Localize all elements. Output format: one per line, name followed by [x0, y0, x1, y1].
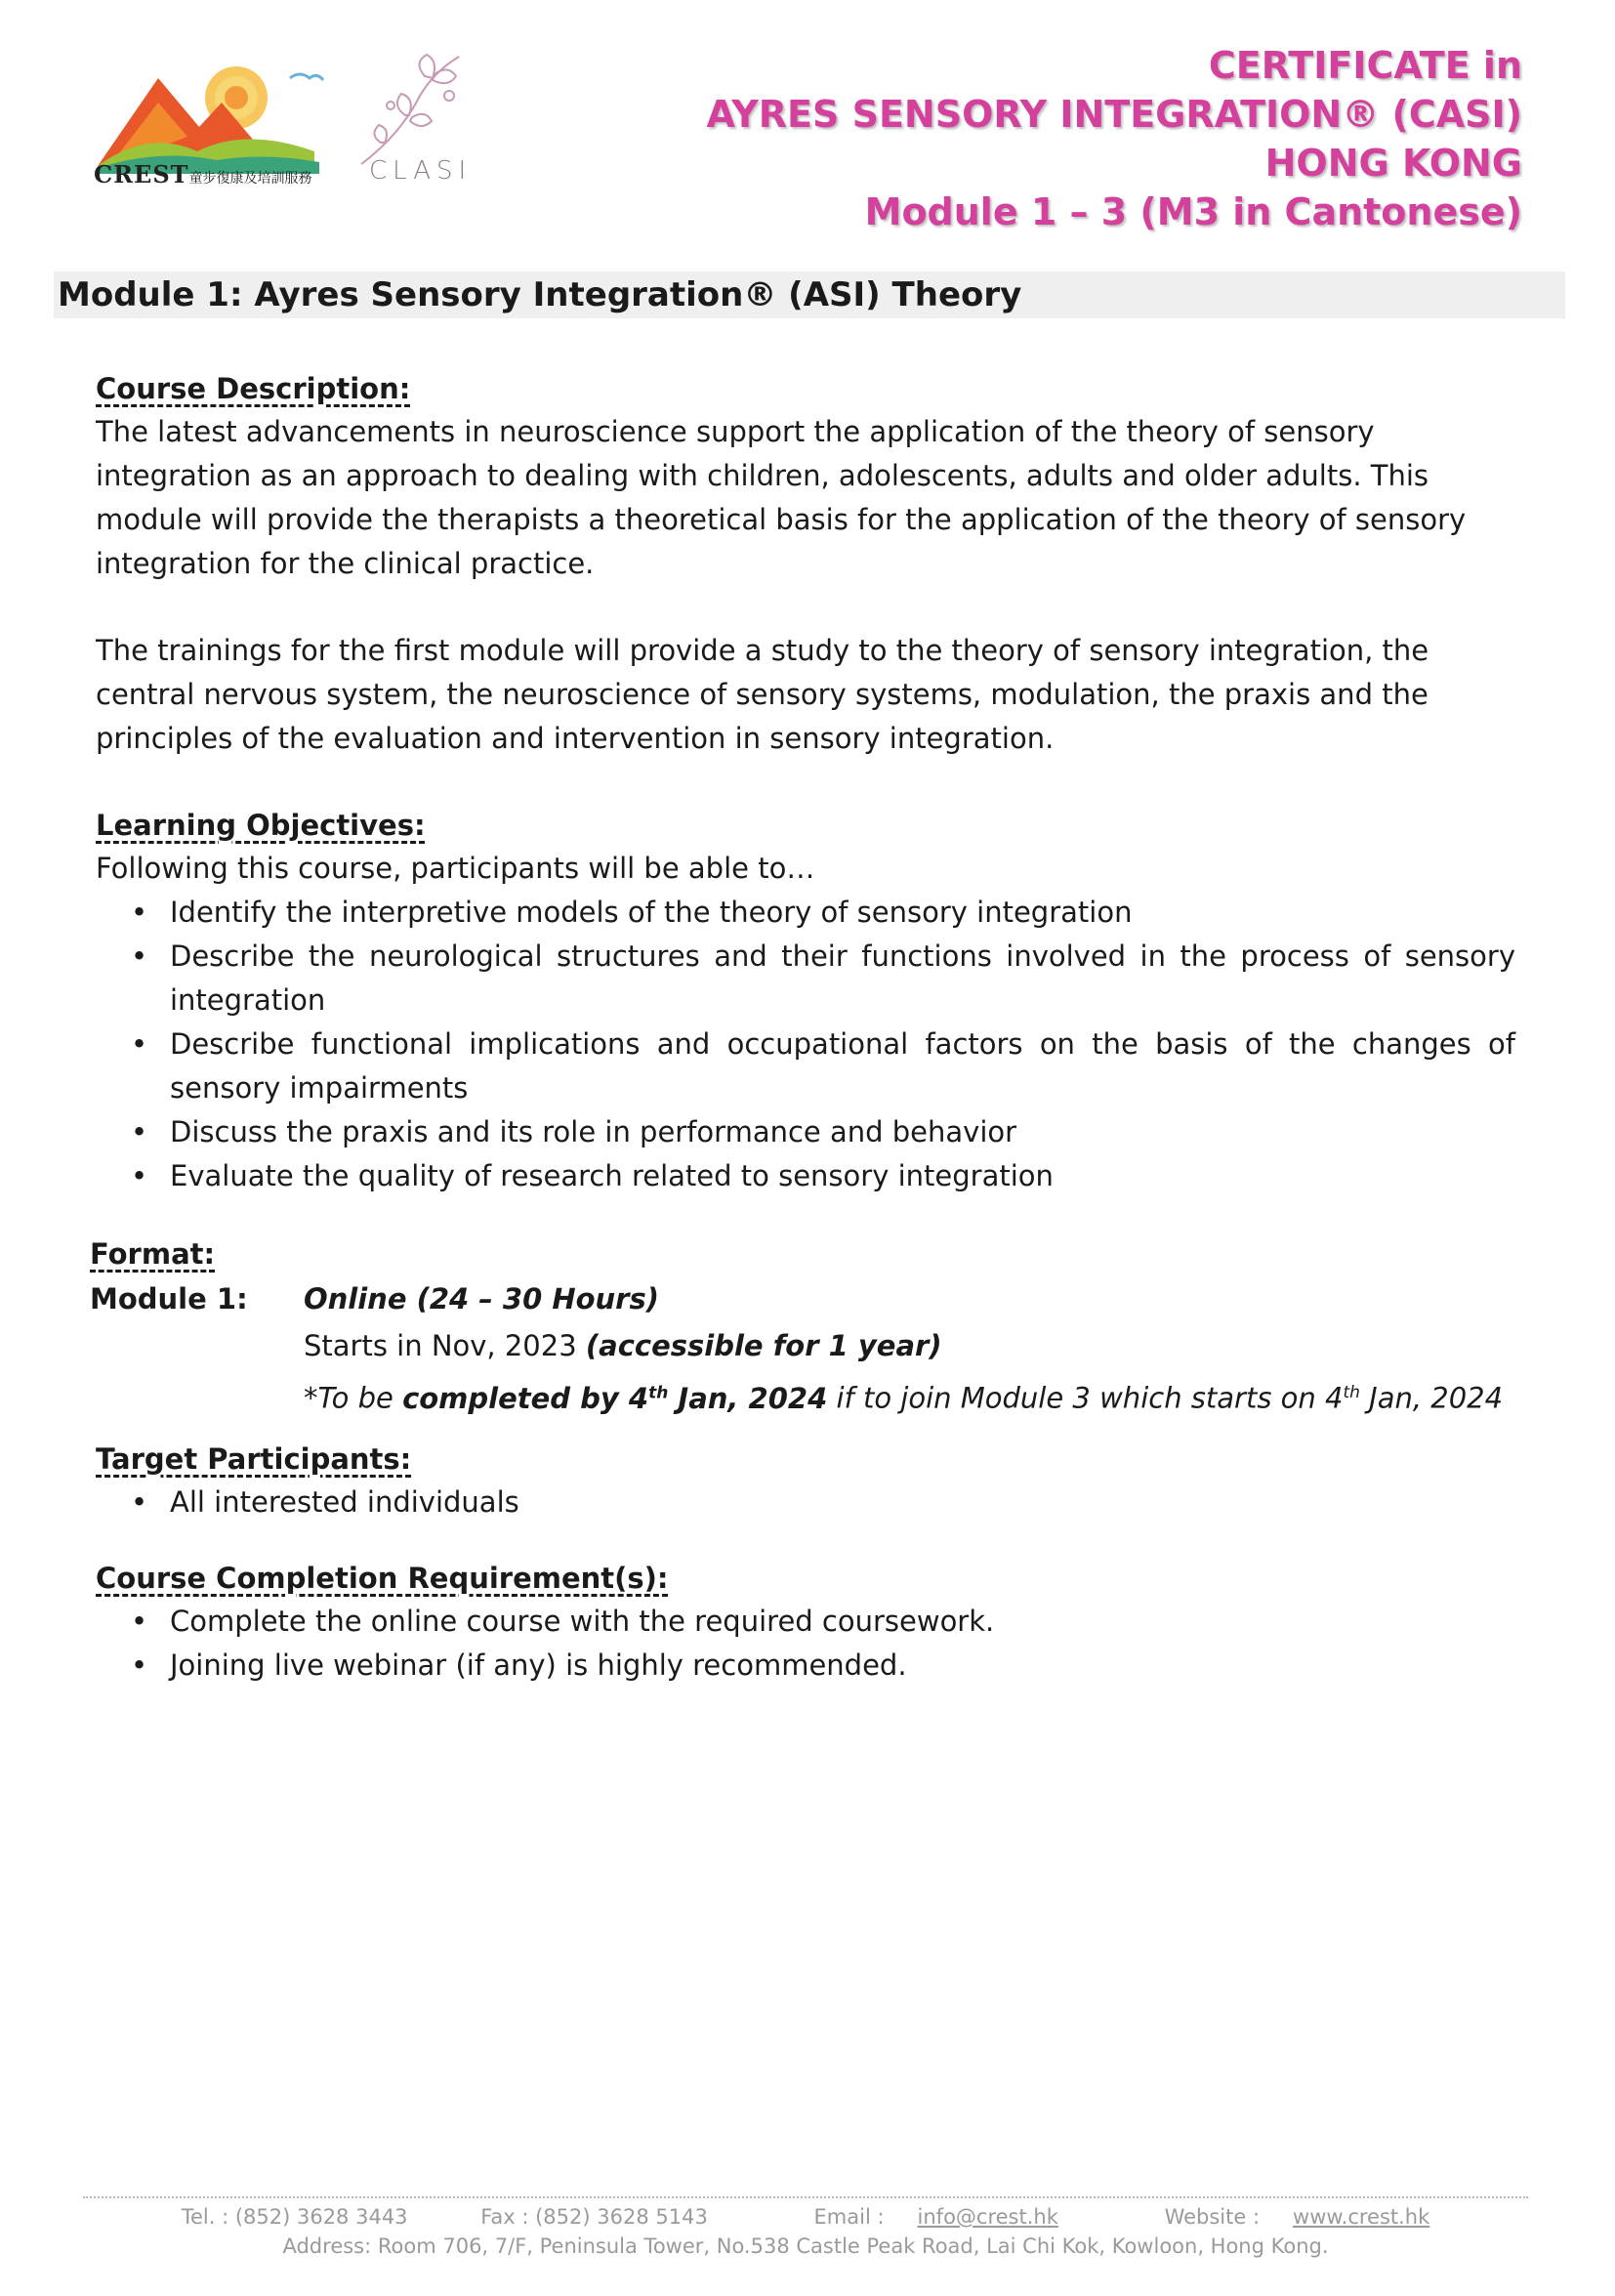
module-heading-bar: [54, 271, 1565, 318]
target-participants-list: [96, 1481, 1515, 1524]
completion-heading: Course Completion Requirement(s):: [96, 1562, 669, 1595]
format-accessible: (accessible for 1 year): [585, 1329, 942, 1362]
list-item: • Identify the interpretive models of the theory of sensory integration: [96, 891, 1515, 935]
target-participants-heading: Target Participants:: [96, 1442, 412, 1476]
learning-objectives-list: [96, 891, 1515, 1198]
list-item: • Evaluate the quality of research related to sensory integration: [96, 1154, 1515, 1198]
format-starts-row: [90, 1322, 1535, 1369]
completion-list: [96, 1600, 1515, 1688]
title-line-4: Module 1 – 3 (M3 in Cantonese): [864, 190, 1522, 233]
module-heading: Module 1: Ayres Sensory Integration® (ASI) Theory: [58, 275, 1022, 314]
footer-contact-row: [83, 2202, 1528, 2232]
main-content: [96, 367, 1515, 1198]
format-note: [304, 1369, 1503, 1422]
list-item: • Discuss the praxis and its role in performance and behavior: [96, 1110, 1515, 1154]
target-participants-section: [96, 1438, 1515, 1524]
course-description-paragraph-1: The latest advancements in neuroscience support the application of the theory of sensory integration as an approach to dealing with children, adolescents, adults and older adults. This module will provide the therapists a theoretical basis for the application of the theory of sensory integration for the clinical practice.: [96, 415, 1467, 580]
learning-objectives-heading: Learning Objectives:: [96, 809, 426, 842]
format-module-label: Module 1:: [90, 1282, 248, 1315]
list-item: • Describe functional implications and occupational factors on the basis of the changes of sensory impairments: [96, 1023, 1515, 1110]
list-item: • Complete the online course with the required coursework.: [96, 1600, 1515, 1644]
footer-address: Address: Room 706, 7/F, Peninsula Tower, No.538 Castle Peak Road, Lai Chi Kok, Kowloon, Hong Kong.: [282, 2234, 1329, 2258]
format-note-row: [90, 1369, 1535, 1422]
footer-email: Email :info@crest.hk: [813, 2205, 1058, 2229]
list-item: • Describe the neurological structures and their functions involved in the process of sensory integration: [96, 935, 1515, 1023]
title-line-1: CERTIFICATE in: [1208, 44, 1522, 87]
footer: [83, 2202, 1528, 2261]
completion-section: [96, 1557, 1515, 1688]
format-note-bold: completed by 4th Jan, 2024: [402, 1381, 828, 1415]
title-line-2: AYRES SENSORY INTEGRATION® (CASI): [706, 93, 1522, 136]
list-item: • All interested individuals: [96, 1481, 1515, 1524]
learning-objectives-intro: Following this course, participants will be able to…: [96, 852, 815, 885]
footer-fax: Fax : (852) 3628 5143: [480, 2205, 708, 2229]
format-note-sup: th: [1343, 1383, 1360, 1402]
clasi-logo-text: CLASI: [369, 156, 473, 186]
crest-logo-text: CREST: [94, 160, 189, 188]
footer-tel: Tel. : (852) 3628 3443: [181, 2205, 408, 2229]
format-note-middle: if to join Module 3 which starts on 4: [827, 1381, 1344, 1415]
email-link[interactable]: info@crest.hk: [917, 2205, 1058, 2229]
clasi-logo: [332, 47, 480, 193]
format-mode: Online (24 – 30 Hours): [304, 1282, 660, 1315]
crest-logo: [90, 59, 332, 191]
footer-divider: [83, 2196, 1528, 2198]
format-heading: Format:: [90, 1237, 216, 1271]
course-description-heading: Course Description:: [96, 372, 411, 405]
format-section: [90, 1232, 1535, 1422]
crest-logo-wordmark: [94, 160, 312, 188]
crest-logo-chinese: 童步復康及培訓服務: [188, 171, 312, 187]
course-description-paragraph-2: The trainings for the first module will provide a study to the theory of sensory integration, the central nervous system, the neuroscience of sensory systems, modulation, the praxis and the principles of the evaluation and intervention in sensory integration.: [96, 634, 1429, 755]
footer-website: Website :www.crest.hk: [1164, 2205, 1430, 2229]
list-item: • Joining live webinar (if any) is highly recommended.: [96, 1644, 1515, 1688]
format-note-end: Jan, 2024: [1359, 1381, 1504, 1415]
title-line-3: HONG KONG: [1264, 142, 1522, 185]
website-link[interactable]: www.crest.hk: [1293, 2205, 1430, 2229]
format-note-prefix: *To be: [304, 1381, 403, 1415]
certificate-title: [643, 41, 1522, 236]
format-starts: Starts in Nov, 2023: [304, 1329, 577, 1362]
format-module-row: [90, 1275, 1535, 1322]
